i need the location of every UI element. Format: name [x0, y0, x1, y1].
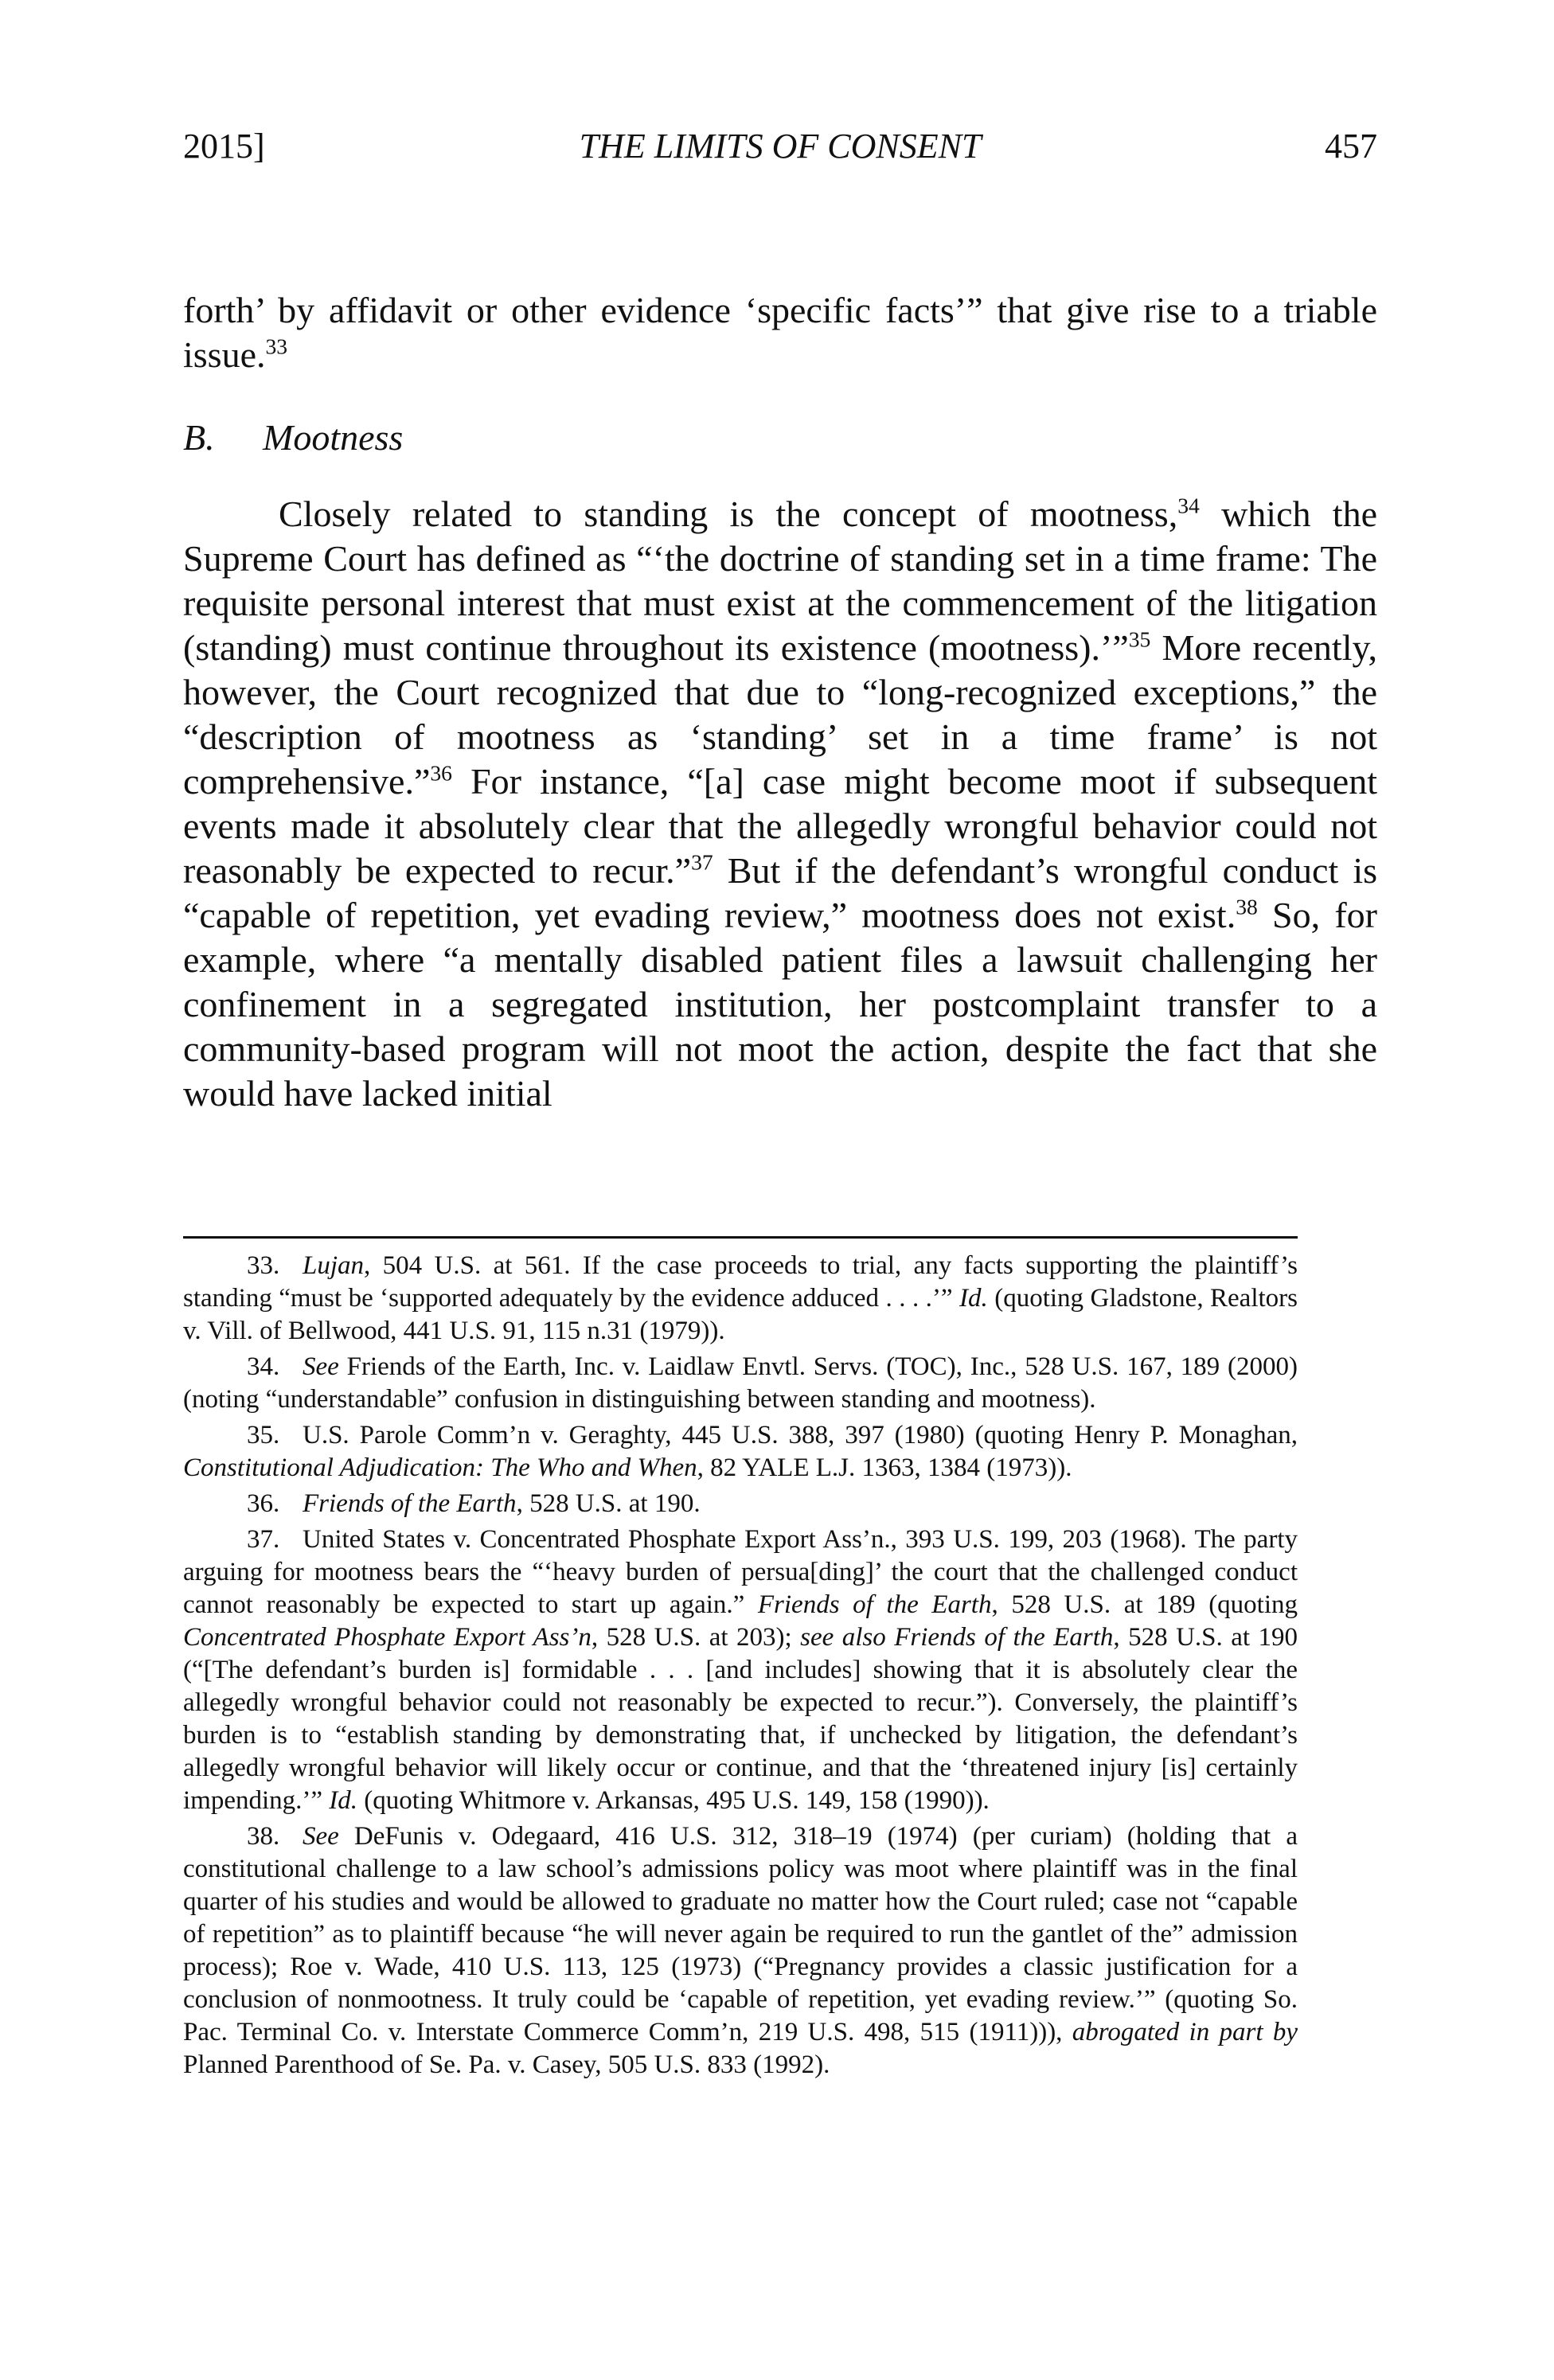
paragraph-text: forth’ by affidavit or other evidence ‘specific facts’” that give rise to a triable issue. [183, 290, 1377, 375]
footnote-34 [183, 1351, 1298, 1416]
paragraph-continuation [183, 288, 1377, 377]
footnote-38 [183, 1820, 1298, 2082]
footnote-number: 36. [247, 1489, 280, 1518]
paragraph-text: For instance, “[a] case might become moot if subsequent events made it absolutely clear that the allegedly wrongful behavior could not reasonably be expected to recur.” [183, 761, 1377, 891]
footnote-number: 35. [247, 1421, 280, 1449]
running-header [183, 126, 1377, 181]
footnote-text: , 528 U.S. at 190 (“[The defendant’s burden is] formidable . . . [and includes] showing that it is absolutely clear the allegedly wrongful behavior could not reasonably be expected to recur.”). Conversely, the plaintiff’s burden is to “establish standing by demonstrating that, if unchecked by litigation, the defendant’s allegedly wrongful behavior will likely occur or continue, and that the ‘threatened injury [is] certainly impending.’” [183, 1623, 1298, 1815]
footnote-number: 34. [247, 1352, 280, 1381]
paragraph-mootness [183, 492, 1377, 1116]
header-title: THE LIMITS OF CONSENT [579, 127, 982, 166]
footnote-ref-34: 34 [1177, 493, 1200, 518]
article-title: Constitutional Adjudication: The Who and When [183, 1453, 697, 1482]
case-name: Lujan [303, 1251, 365, 1280]
footnote-ref-37: 37 [691, 849, 713, 875]
footnote-text: , 528 U.S. at 190. [516, 1489, 701, 1518]
footnote-text: (quoting Whitmore v. Arkansas, 495 U.S. 149, 158 (1990)). [357, 1786, 990, 1815]
case-name: Friends of the Earth [757, 1590, 992, 1619]
footnote-text: , 528 U.S. at 203); [591, 1623, 801, 1652]
paragraph-text: which the Supreme Court has defined as “‘the doctrine of standing set in a time frame: The requisite personal interest that must exist at the commencement of the litigation (standing) must continue throughout its existence (mootness).’” [183, 494, 1377, 668]
footnote-ref-36: 36 [430, 760, 452, 786]
footnote-text: U.S. Parole Comm’n v. Geraghty, 445 U.S. 388, 397 (1980) (quoting Henry P. Monaghan, [303, 1421, 1298, 1449]
section-number: B. [183, 417, 215, 458]
paragraph-text: Closely related to standing is the concept of mootness, [279, 494, 1178, 534]
footnote-text: Planned Parenthood of Se. Pa. v. Casey, 505 U.S. 833 (1992). [183, 2050, 830, 2079]
paragraph-text: So, for example, where “a mentally disabled patient files a lawsuit challenging her confinement in a segregated institution, her postcomplaint transfer to a community-based program will not moot the action, despite the fact that she would have lacked initial [183, 895, 1377, 1114]
footnote-text: DeFunis v. Odegaard, 416 U.S. 312, 318–19 (1974) (per curiam) (holding that a constitutional challenge to a law school’s admissions policy was moot where plaintiff was in the final quarter of his studies and would be allowed to graduate no matter how the Court ruled; case not “capable of repetition” as to plaintiff because “he will never again be required to run the gantlet of the” admission process); Roe v. Wade, 410 U.S. 113, 125 (1973) (“Pregnancy provides a classic justification for a conclusion of nonmootness. It truly could be ‘capable of repetition, yet evading review.’” (quoting So. Pac. Terminal Co. v. Interstate Commerce Comm’n, 219 U.S. 498, 515 (1911))), [183, 1822, 1298, 2046]
header-year: 2015] [183, 127, 265, 166]
footnote-33 [183, 1250, 1298, 1348]
footnote-text: , 528 U.S. at 189 (quoting [991, 1590, 1298, 1619]
citation-signal: See [303, 1822, 339, 1851]
footnote-35 [183, 1419, 1298, 1485]
citation-signal: Id. [329, 1786, 358, 1815]
footnote-text: , 82 YALE L.J. 1363, 1384 (1973)). [697, 1453, 1072, 1482]
section-heading [183, 416, 403, 458]
page-number: 457 [1325, 127, 1377, 166]
footnote-number: 38. [247, 1822, 280, 1851]
footnote-36 [183, 1488, 1298, 1520]
footnote-ref-38: 38 [1236, 894, 1258, 919]
footnote-number: 37. [247, 1525, 280, 1554]
footnote-ref-33: 33 [265, 334, 288, 359]
footnote-ref-35: 35 [1128, 626, 1151, 652]
case-name: Concentrated Phosphate Export Ass’n [183, 1623, 592, 1652]
paragraph-text: More recently, however, the Court recognized that due to “long-recognized exceptions,” the “description of mootness as ‘standing’ set in a time frame’ is not comprehensive.” [183, 627, 1377, 802]
citation-signal: see also Friends of the Earth [800, 1623, 1114, 1652]
citation-signal: abrogated in part by [1072, 2018, 1298, 2046]
footnote-text: United States v. Concentrated Phosphate Export Ass’n., 393 U.S. 199, 203 (1968). The party arguing for mootness bears the “‘heavy burden of persua[ding]’ the court that the challenged conduct cannot reasonably be expected to start up again.” [183, 1525, 1298, 1619]
footnote-37 [183, 1524, 1298, 1817]
footnote-number: 33. [247, 1251, 280, 1280]
paragraph-text: But if the defendant’s wrongful conduct is “capable of repetition, yet evading review,” mootness does not exist. [183, 850, 1377, 935]
case-name: Friends of the Earth [303, 1489, 517, 1518]
citation-signal: See [303, 1352, 339, 1381]
footnote-divider [183, 1236, 1298, 1239]
section-title: Mootness [263, 417, 404, 458]
footnote-text: (quoting Gladstone, Realtors v. Vill. of Bellwood, 441 U.S. 91, 115 n.31 (1979)). [183, 1284, 1298, 1345]
footnote-text: , 504 U.S. at 561. If the case proceeds to trial, any facts supporting the plaintiff’s standing “must be ‘supported adequately by the evidence adduced . . . .’” [183, 1251, 1298, 1313]
citation-signal: Id. [959, 1284, 988, 1313]
footnote-text: Friends of the Earth, Inc. v. Laidlaw Envtl. Servs. (TOC), Inc., 528 U.S. 167, 189 (2000) (noting “understandable” confusion in distinguishing between standing and mootness). [183, 1352, 1298, 1414]
footnotes [183, 1250, 1298, 2085]
